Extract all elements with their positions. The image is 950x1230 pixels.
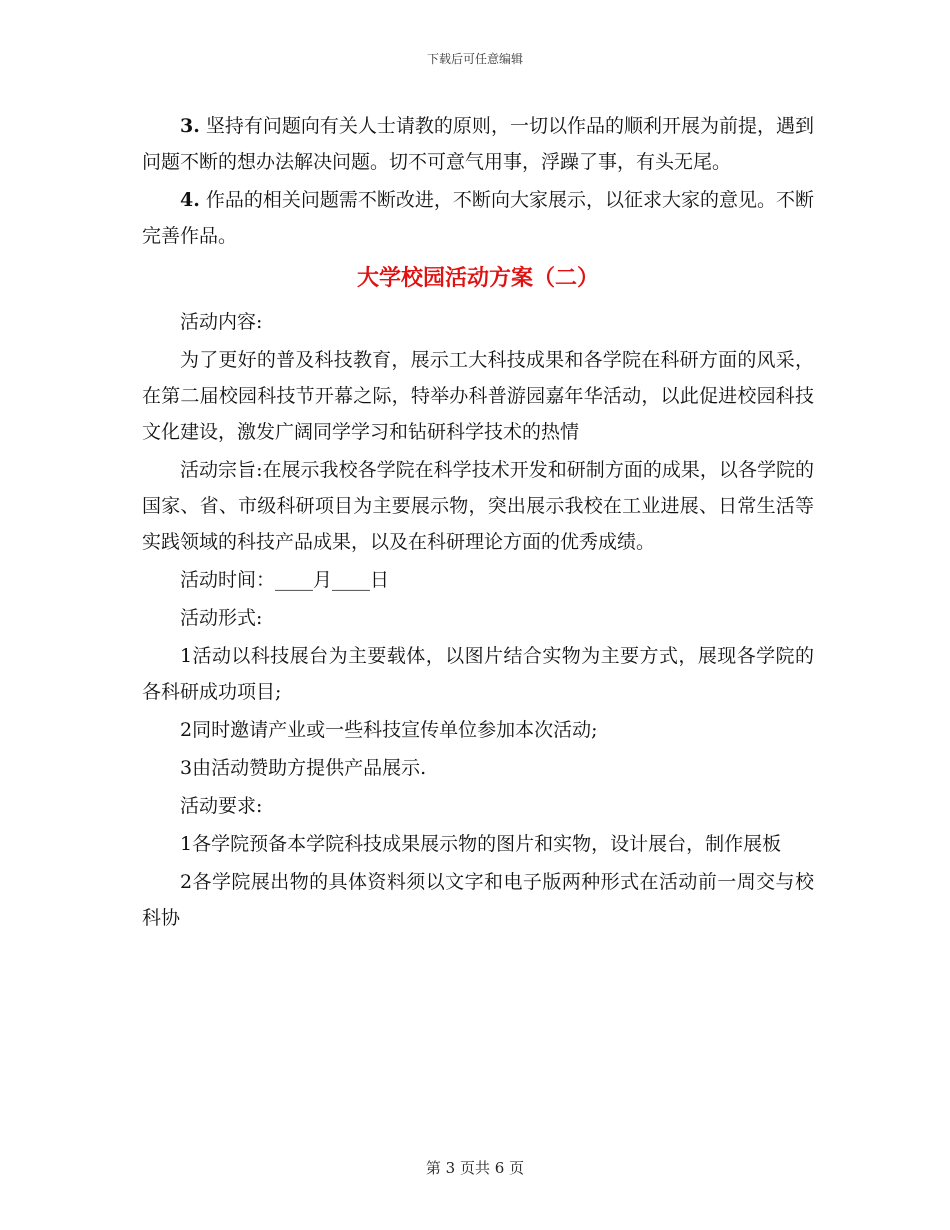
paragraph: 活动形式: [180,607,263,629]
item-text: 坚持有问题向有关人士请教的原则，一切以作品的顺利开展为前提，遇到问题不断的想办法解决问题。切不可意气用事，浮躁了事，有头无尾。 [142,115,814,173]
page-header: 下载后可任意编辑 [426,52,523,66]
paragraph: 1活动以科技展台为主要载体，以图片结合实物为主要方式，展现各学院的各科研成功项目; [142,645,814,703]
item-number: 4. [180,189,200,211]
section-title: 大学校园活动方案（二） [356,265,599,291]
paragraph: 活动内容: [180,311,263,333]
paragraph-item-3 [142,108,814,180]
item-text: 作品的相关问题需不断改进，不断向大家展示，以征求大家的意见。不断完善作品。 [142,189,814,247]
document-body [142,108,814,938]
item-number: 3. [180,115,200,137]
paragraph: 1各学院预备本学院科技成果展示物的图片和实物，设计展台，制作展板 [180,833,782,855]
page-footer: 第 3 页共 6 页 [425,1159,525,1177]
paragraph: 活动要求: [180,795,263,817]
paragraph: 3由活动赞助方提供产品展示. [180,757,427,779]
paragraph: 2同时邀请产业或一些科技宣传单位参加本次活动; [180,719,598,741]
paragraph: 为了更好的普及科技教育，展示工大科技成果和各学院在科研方面的风采，在第二届校园科技节开幕之际，特举办科普游园嘉年华活动，以此促进校园科技文化建设，激发广阔同学学习和钻研科学技术的热情 [142,349,814,443]
paragraph: 活动宗旨:在展示我校各学院在科学技术开发和研制方面的成果，以各学院的国家、省、市级科研项目为主要展示物，突出展示我校在工业进展、日常生活等实践领域的科技产品成果，以及在科研理论方面的优秀成绩。 [142,459,814,553]
paragraph-item-4 [142,182,814,254]
paragraph: 2各学院展出物的具体资料须以文字和电子版两种形式在活动前一周交与校科协 [142,871,814,929]
paragraph: 活动时间：____月____日 [180,569,390,591]
